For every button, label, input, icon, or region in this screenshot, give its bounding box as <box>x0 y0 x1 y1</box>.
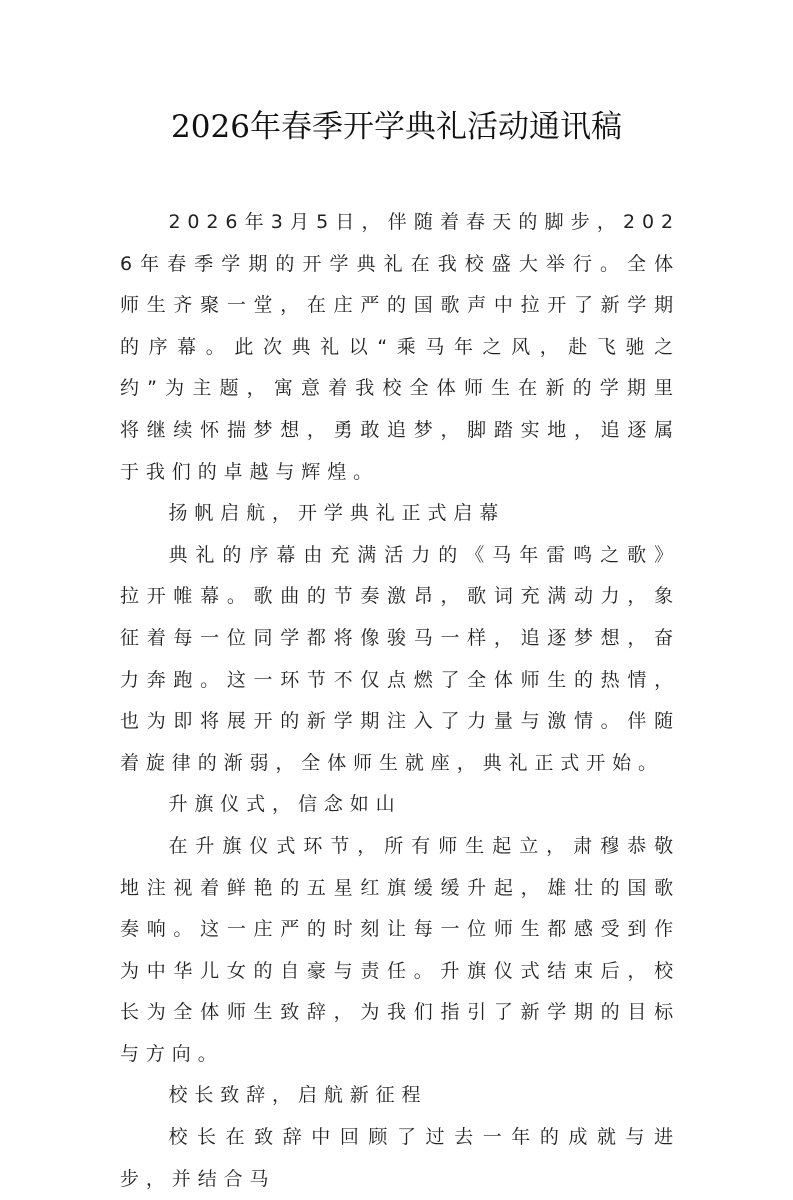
principal-speech-paragraph: 校长在致辞中回顾了过去一年的成就与进步，并结合马 <box>120 1126 680 1190</box>
intro-paragraph: 2026年3月5日，伴随着春天的脚步，2026年春季学期的开学典礼在我校盛大举行。全体师生齐聚一堂，在庄严的国歌声中拉开了新学期的序幕。此次典礼以“乘马年之风，赴飞驰之约”为主题，寓意着我校全体师生在新的学期里将继续怀揣梦想，勇敢追梦，脚踏实地，追逐属于我们的卓越与辉煌。 <box>120 211 680 483</box>
section-heading-flag-raising: 升旗仪式，信念如山 <box>168 793 402 816</box>
document-body <box>120 202 680 1200</box>
section-heading-principal-speech: 校长致辞，启航新征程 <box>168 1084 428 1107</box>
section-heading-launch: 扬帆启航，开学典礼正式启幕 <box>168 502 506 525</box>
flag-raising-paragraph: 在升旗仪式环节，所有师生起立，肃穆恭敬地注视着鲜艳的五星红旗缓缓升起，雄壮的国歌奏响。这一庄严的时刻让每一位师生都感受到作为中华儿女的自豪与责任。升旗仪式结束后，校长为全体师生致辞，为我们指引了新学期的目标与方向。 <box>120 834 680 1065</box>
opening-song-paragraph: 典礼的序幕由充满活力的《马年雷鸣之歌》拉开帷幕。歌曲的节奏激昂，歌词充满动力，象征着每一位同学都将像骏马一样，追逐梦想，奋力奔跑。这一环节不仅点燃了全体师生的热情，也为即将展开的新学期注入了力量与激情。伴随着旋律的渐弱，全体师生就座，典礼正式开始。 <box>120 543 680 774</box>
document-title: 2026年春季开学典礼活动通讯稿 <box>171 109 622 145</box>
